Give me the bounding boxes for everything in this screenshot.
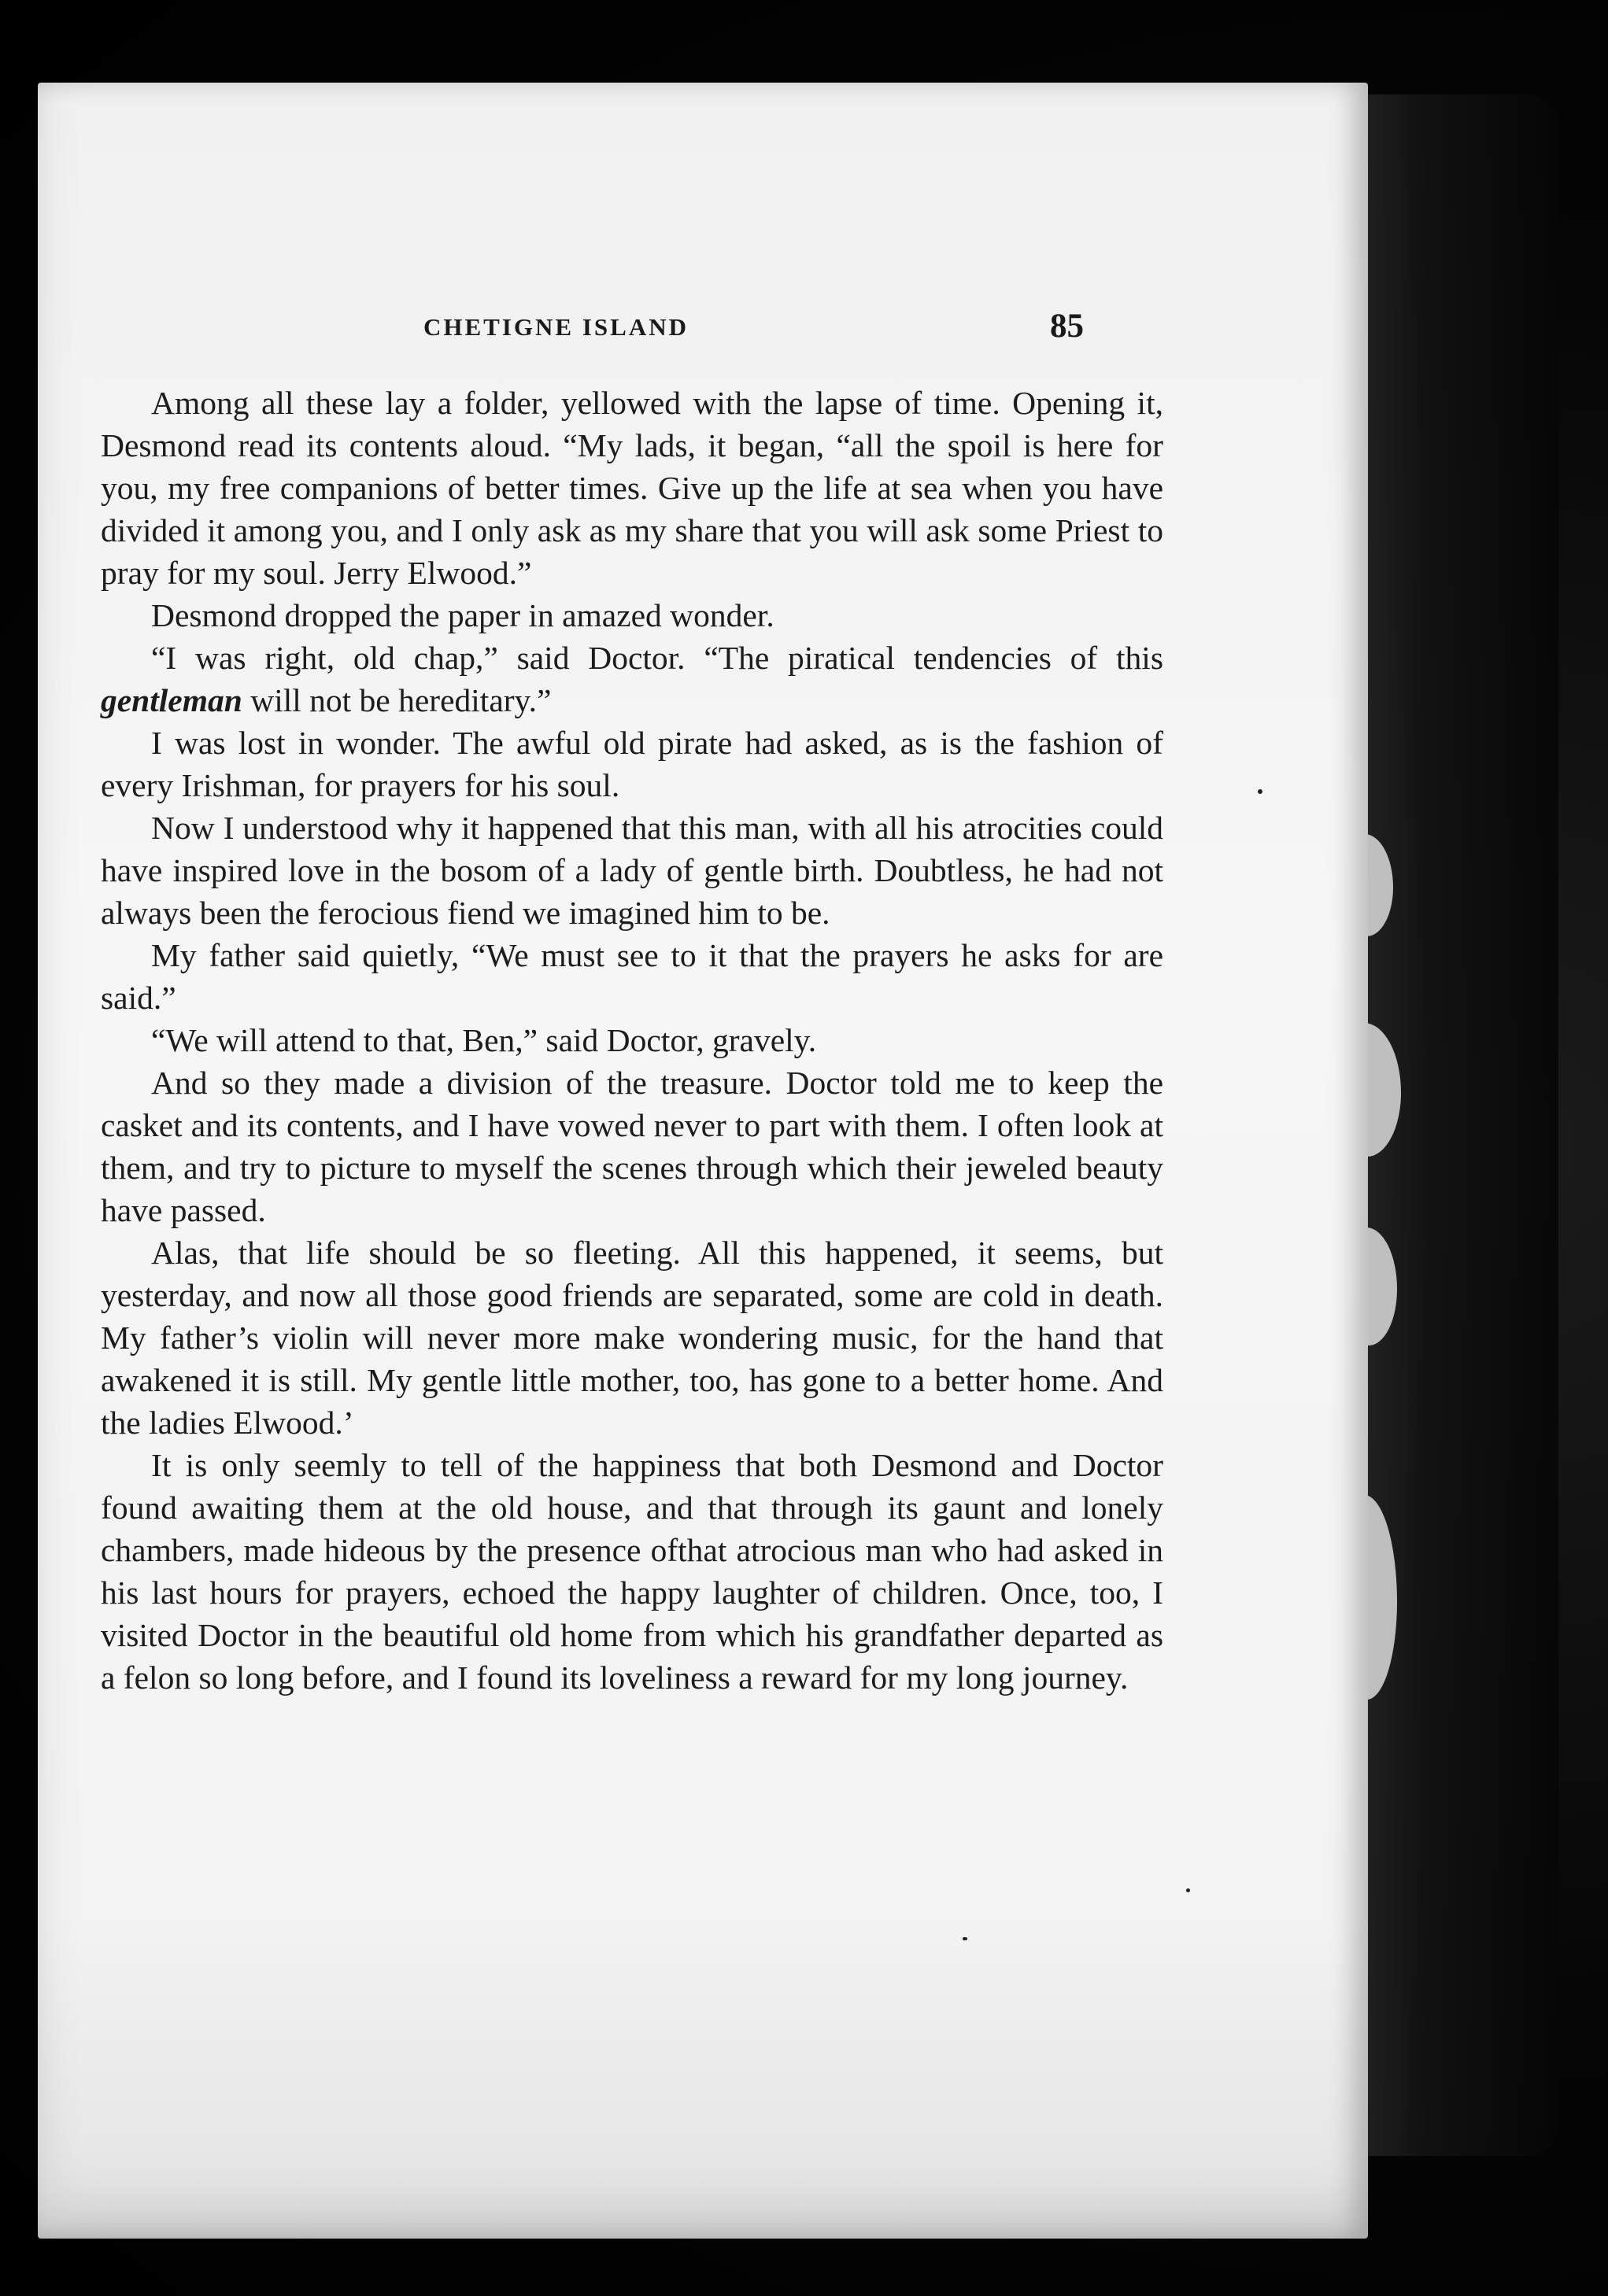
paragraph: Now I understood why it happened that this man, with all his atrocities could have inspired love in the bosom of a lady of gentle birth. Doubtless, he had not always been the ferocious fiend we imagined him to be. (101, 810, 1163, 931)
paragraph: “We will attend to that, Ben,” said Doctor, gravely. (151, 1022, 817, 1058)
paragraph: Among all these lay a foldеr, yellowed with the lapse of time. Opening it, Desmond read its contents aloud. “My lads, it began, “all the spoil is here for you, my free companions of better times. Give up the life at sea when you have divided it among you, and I only ask as my share that you will ask some Priest to pray for my soul. Jerry Elwood.” (101, 385, 1163, 591)
paragraph: Desmond dropped the paper in amazed wonder. (151, 597, 774, 633)
running-head (38, 307, 1368, 354)
paragraph: “I was right, old chap,” said Doctor. “The piratical tendencies of this gentleman will not be hereditary.” (101, 640, 1163, 718)
paragraph: Alas, that life should be so fleeting. All this happened, it seems, but yesterday, and now all those good friends are separated, some are cold in death. My father’s violin will never more make wondering music, for the hand that awakened it is still. My gentle little mother, too, has gone to a better home. And the ladies Elwood.’ (101, 1235, 1163, 1441)
scan-speck (1186, 1888, 1190, 1892)
body-text (101, 382, 1163, 1699)
book-page (38, 83, 1368, 2239)
italic-word: gentleman (101, 682, 242, 718)
paragraph: I was lost in wonder. The awful old pirate had asked, as is the fashion of every Irishman, for prayers for his soul. (101, 725, 1163, 803)
paragraph: And so they made a division of the treasure. Doctor told me to keep the casket and its contents, and I have vowed never to part with them. I often look at them, and try to picture to myself the scenes through which their jeweled beauty have passed. (101, 1065, 1163, 1228)
paragraph: It is only seemly to tell of the happiness that both Desmond and Doctor found awaiting them at the old house, and that through its gaunt and lonely chambers, made hideous by the presence ofthat atrocious man who had asked in his last hours for prayers, echoed the happy laughter of children. Once, too, I visited Doctor in the beautiful old home from which his grandfather departed as a felon so long before, and I found its loveliness a reward for my long journey. (101, 1447, 1163, 1696)
page-number: 85 (1050, 308, 1084, 345)
running-head-title: CHETIGNE ISLAND (423, 313, 689, 341)
paragraph: My father said quietly, “We must see to it that the prayers he asks for are said.” (101, 937, 1163, 1016)
scan-speck (963, 1937, 967, 1940)
scan-speck (1258, 789, 1262, 794)
